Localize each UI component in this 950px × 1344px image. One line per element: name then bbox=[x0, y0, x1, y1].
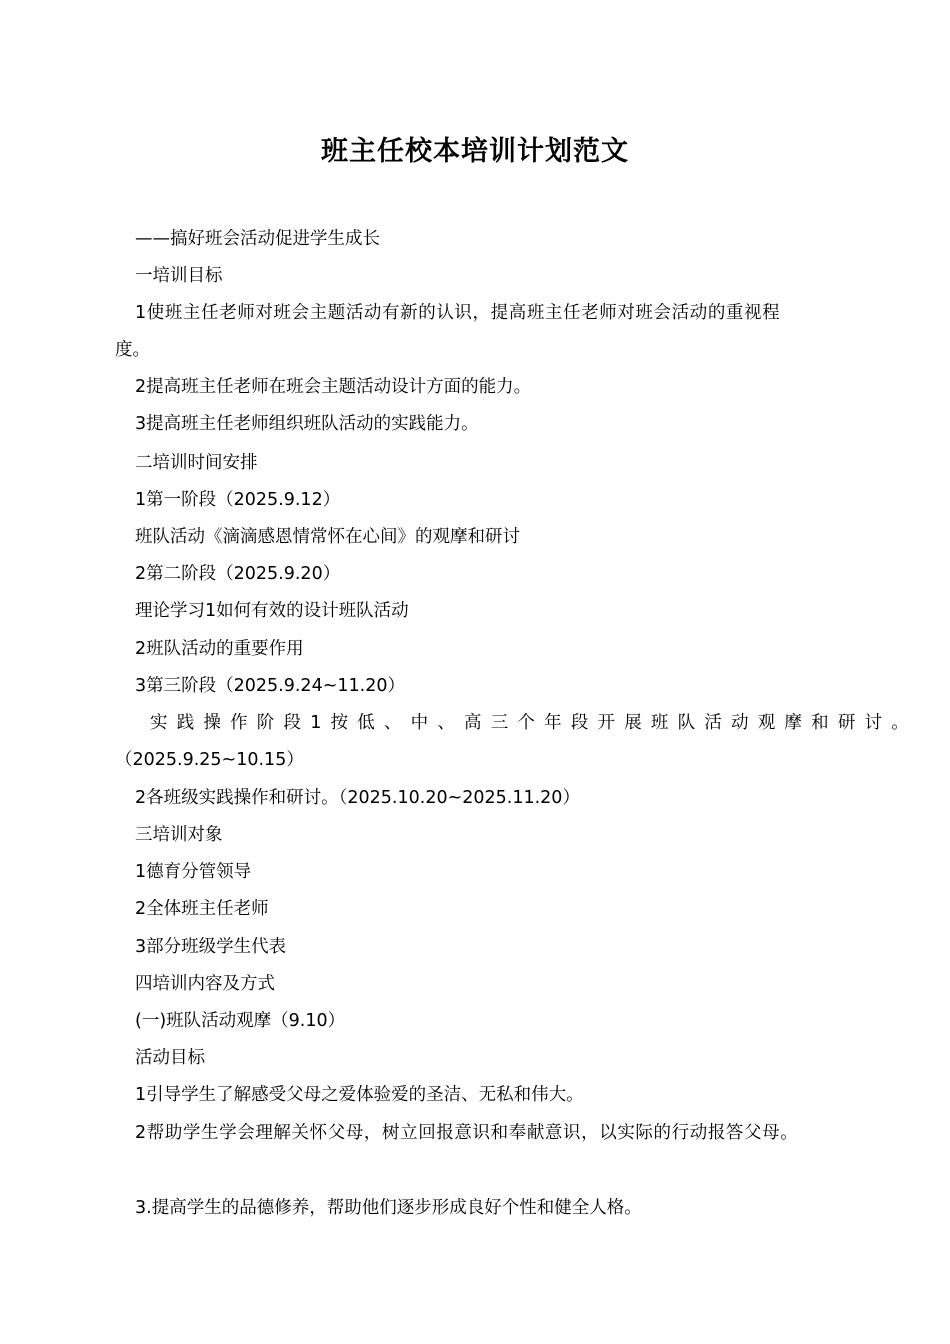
paragraph-line: 2帮助学生学会理解关怀父母，树立回报意识和奉献意识，以实际的行动报答父母。 bbox=[135, 1123, 799, 1143]
paragraph-line: 2各班级实践操作和研讨。（2025.10.20~2025.11.20） bbox=[135, 788, 580, 808]
paragraph-line: 度。 bbox=[115, 340, 150, 360]
paragraph-line: 3.提高学生的品德修养，帮助他们逐步形成良好个性和健全人格。 bbox=[135, 1198, 642, 1218]
section-heading: 四培训内容及方式 bbox=[135, 974, 275, 994]
paragraph-line: 3第三阶段（2025.9.24~11.20） bbox=[135, 676, 405, 696]
subtitle-line: ——搞好班会活动促进学生成长 bbox=[135, 229, 380, 249]
paragraph-line: 2提高班主任老师在班会主题活动设计方面的能力。 bbox=[135, 377, 532, 397]
section-heading: 三培训对象 bbox=[135, 825, 223, 845]
paragraph-line: （2025.9.25~10.15） bbox=[115, 750, 304, 770]
paragraph-line: 班队活动《滴滴感恩情常怀在心间》的观摩和研讨 bbox=[135, 527, 520, 547]
paragraph-line: 1使班主任老师对班会主题活动有新的认识，提高班主任老师对班会活动的重视程 bbox=[135, 303, 781, 323]
paragraph-line: 1第一阶段（2025.9.12） bbox=[135, 490, 341, 510]
paragraph-line: 2班队活动的重要作用 bbox=[135, 639, 304, 659]
paragraph-line: 1德育分管领导 bbox=[135, 862, 252, 882]
document-title: 班主任校本培训计划范文 bbox=[321, 136, 629, 167]
paragraph-line: 2第二阶段（2025.9.20） bbox=[135, 564, 341, 584]
paragraph-line: 1引导学生了解感受父母之爱体验爱的圣洁、无私和伟大。 bbox=[135, 1085, 584, 1105]
paragraph-line: (一)班队活动观摩（9.10） bbox=[135, 1011, 346, 1031]
paragraph-line: 3提高班主任老师组织班队活动的实践能力。 bbox=[135, 414, 479, 434]
paragraph-line: 3部分班级学生代表 bbox=[135, 937, 287, 957]
section-heading: 一培训目标 bbox=[135, 266, 223, 286]
paragraph-line: 理论学习1如何有效的设计班队活动 bbox=[135, 601, 409, 621]
paragraph-line: 实践操作阶段1按低、中、高三个年段开展班队活动观摩和研讨。 bbox=[150, 713, 918, 733]
section-heading: 二培训时间安排 bbox=[135, 453, 258, 473]
paragraph-line: 2全体班主任老师 bbox=[135, 899, 269, 919]
paragraph-line: 活动目标 bbox=[135, 1048, 205, 1068]
